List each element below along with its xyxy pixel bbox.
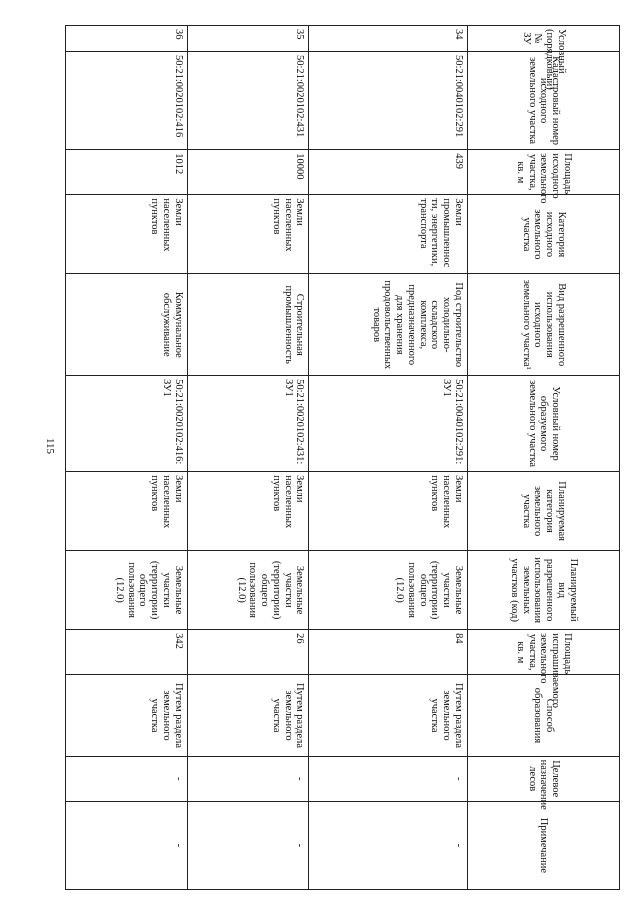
header-forest: Целевое назначение лесов [468,756,620,801]
header-method: Способ образования [468,675,620,756]
cell-num: 35 [187,26,309,52]
cell-use-src: Коммунальное обслуживание [66,274,188,376]
cell-use-new: Земельные участки (территории) общего пользования (12.0) [187,551,309,630]
cell-forest: - [309,756,468,801]
cell-num: 34 [309,26,468,52]
cell-forest: - [66,756,188,801]
header-category-src: Категория исходного земельного участка [468,195,620,274]
table-row [66,26,188,890]
rotated-table-container [65,25,620,890]
cell-category-new: Земли населенных пунктов [66,472,188,551]
cell-cadastral: 50:21:0020102:431 [187,51,309,149]
cell-method: Путем раздела земельного участка [66,675,188,756]
cell-forest: - [187,756,309,801]
cell-area-src: 439 [309,150,468,195]
cell-new-num: 50:21:0020102:416:ЗУ1 [66,376,188,472]
cell-note: - [66,801,188,889]
cell-area-new: 26 [187,630,309,675]
cell-new-num: 50:21:0040102:291:ЗУ1 [309,376,468,472]
cell-method: Путем раздела земельного участка [309,675,468,756]
header-new-num: Условный номер образуемого земельного участка [468,376,620,472]
cell-note: - [309,801,468,889]
header-use-new: Планируемый вид разрешенного использования земельных участков (код) [468,551,620,630]
cell-new-num: 50:21:0020102:431:ЗУ1 [187,376,309,472]
header-area-src: Площадь исходного земельного участка, кв. м [468,150,620,195]
cell-area-new: 342 [66,630,188,675]
cell-category-new: Земли населенных пунктов [309,472,468,551]
cell-note: - [187,801,309,889]
cell-use-src: Строительная промышленность [187,274,309,376]
table-row [309,26,468,890]
cell-area-new: 84 [309,630,468,675]
cell-cadastral: 50:21:0040102:291 [309,51,468,149]
cell-method: Путем раздела земельного участка [187,675,309,756]
cell-area-src: 10000 [187,150,309,195]
cell-use-new: Земельные участки (территории) общего пользования (12.0) [309,551,468,630]
header-area-new: Площадь испрашиваемого земельного участка, кв. м [468,630,620,675]
cell-category-src: Земли населенных пунктов [66,195,188,274]
cell-use-new: Земельные участки (территории) общего пользования (12.0) [66,551,188,630]
cell-cadastral: 50:21:0020102:416 [66,51,188,149]
cell-area-src: 1012 [66,150,188,195]
cell-use-src: Под строительство холодильно-складского комплекса, предназначенного для хранения продовольственных товаров [309,274,468,376]
header-use-src: Вид разрешенного использования исходного земельного участка¹ [468,274,620,376]
cell-category-new: Земли населенных пунктов [187,472,309,551]
page-number: 115 [44,437,56,455]
header-cadastral: Кадастровый номер исходного земельного участка [468,51,620,149]
header-category-new: Планируемая категория земельного участка [468,472,620,551]
cell-category-src: Земли населенных пунктов [187,195,309,274]
header-note: Примечание [468,801,620,889]
land-plots-table [65,25,620,890]
table-header-row [468,26,620,890]
cell-category-src: Земли промышленности, энергетики, транспорта [309,195,468,274]
cell-num: 36 [66,26,188,52]
header-num: Условный (порядковый) № ЗУ [468,26,620,52]
table-row [187,26,309,890]
